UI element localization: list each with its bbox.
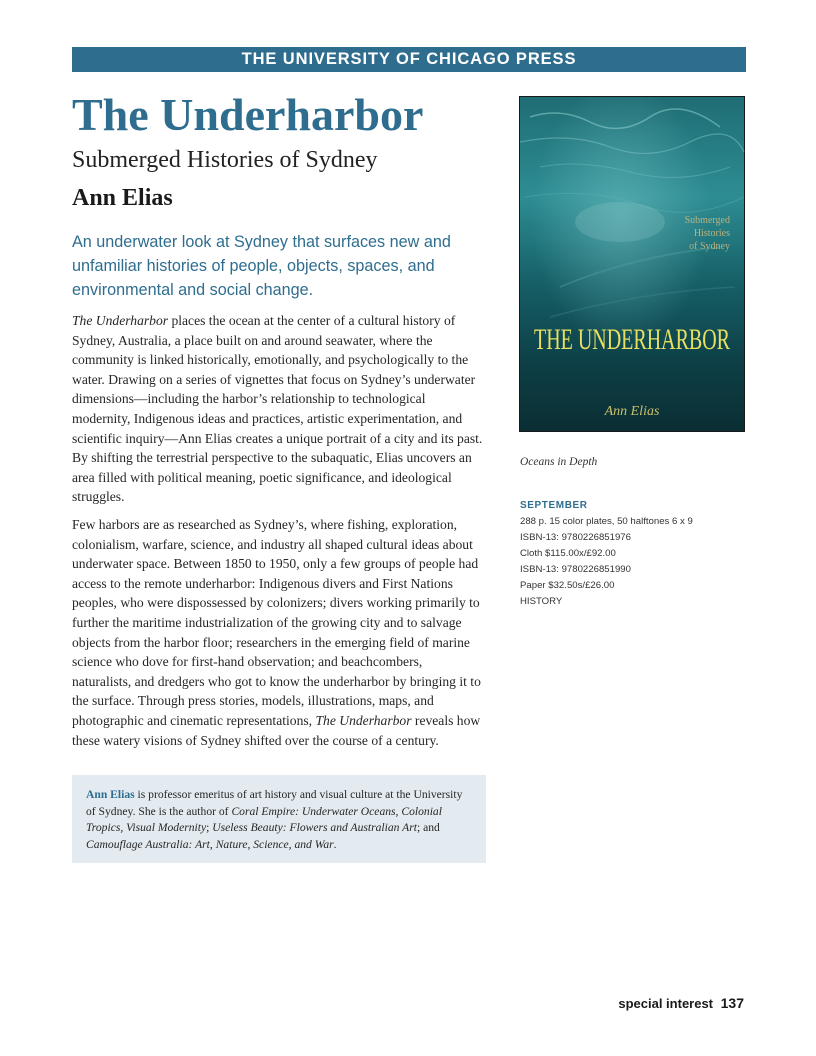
paragraph-text: Few harbors are as researched as Sydney’s, where fishing, exploration, colonialism, warfare, science, and industry all shaped cultural ideas about underwater space. Between 1850 to 1950, only a few groups of people had access to the remote underharbor: Indigenous divers and First Nations peoples, who were dispossessed by colonizers; divers working primarily to further the maritime industrialization of the growing city and to salvage objects from the harbor floor; researchers in the emerging field of marine science who dove for first-hand observation; and beachcombers, naturalists, and dredgers who got to know the underharbor by bringing it to the surface. Through press stories, models, illustrations, maps, and photographic and cinematic representations, xyxy=(72,517,481,728)
paragraph-text: places the ocean at the center of a cultural history of Sydney, Australia, a place built on and around seawater, where the community is linked historically, emotionally, and psychologically to the water. Drawing on a series of vignettes that focus on Sydney’s underwater dimensions—including the harbor’s relationship to technological modernity, Indigenous ideas and practices, artistic experimentation, and scientific inquiry—Ann Elias creates a unique portrait of a city and its past. By shifting the terrestrial perspective to the subaquatic, Elias uncovers an area filled with political meaning, poetic significance, and ideological struggles. xyxy=(72,313,483,505)
price-paper: Paper $32.50s/£26.00 xyxy=(520,580,615,591)
cover-subtitle-line: of Sydney xyxy=(689,241,730,252)
publication-month: SEPTEMBER xyxy=(520,500,588,511)
cover-subtitle-line: Submerged xyxy=(684,215,730,226)
cover-subtitle-line: Histories xyxy=(693,228,730,239)
bio-author-name: Ann Elias xyxy=(86,788,135,801)
category: HISTORY xyxy=(520,596,563,607)
bio-work-title: Coral Empire: Underwater Oceans, Colonial Tropics, Visual Modernity xyxy=(86,804,442,834)
book-subtitle: Submerged Histories of Sydney xyxy=(72,147,378,173)
isbn-paper: ISBN-13: 9780226851990 xyxy=(520,564,631,575)
italic-book-title: The Underharbor xyxy=(72,313,169,328)
bio-text: is professor emeritus of art history and visual culture at the University of Sydney. She is the author of xyxy=(86,788,463,818)
bio-end: . xyxy=(333,837,337,851)
book-title: The Underharbor xyxy=(72,89,424,140)
bio-separator: ; and xyxy=(416,821,440,834)
page-number: 137 xyxy=(720,995,744,1011)
publisher-banner xyxy=(72,47,746,72)
isbn-cloth: ISBN-13: 9780226851976 xyxy=(520,532,631,543)
book-author: Ann Elias xyxy=(72,185,173,211)
price-cloth: Cloth $115.00x/£92.00 xyxy=(520,548,616,559)
series-name: Oceans in Depth xyxy=(520,456,598,468)
book-cover xyxy=(519,96,745,432)
author-bio-box xyxy=(72,775,486,863)
paragraph-text: reveals how these watery visions of Sydney shifted over the course of a century. xyxy=(72,712,481,748)
bio-work-title: Camouflage Australia: Art, Nature, Science, and War xyxy=(86,837,334,851)
cover-author: Ann Elias xyxy=(604,404,660,419)
italic-book-title: The Underharbor xyxy=(315,712,412,728)
book-tagline: An underwater look at Sydney that surfaces new and unfamiliar histories of people, objects, spaces, and environmental and social change. xyxy=(72,233,451,299)
bio-separator: ; xyxy=(206,821,213,834)
page-footer xyxy=(618,995,744,1011)
book-specs xyxy=(520,498,746,610)
description-paragraph-2 xyxy=(72,515,484,750)
page-count: 288 p. 15 color plates, 50 halftones 6 x 9 xyxy=(520,516,693,527)
bio-work-title: Useless Beauty: Flowers and Australian Art xyxy=(212,821,417,834)
publisher-name: THE UNIVERSITY OF CHICAGO PRESS xyxy=(241,50,577,68)
cover-title: THE UNDERHARBOR xyxy=(534,323,730,356)
section-name: special interest xyxy=(618,996,714,1011)
description-paragraph-1 xyxy=(72,311,484,507)
cover-image xyxy=(520,97,744,431)
